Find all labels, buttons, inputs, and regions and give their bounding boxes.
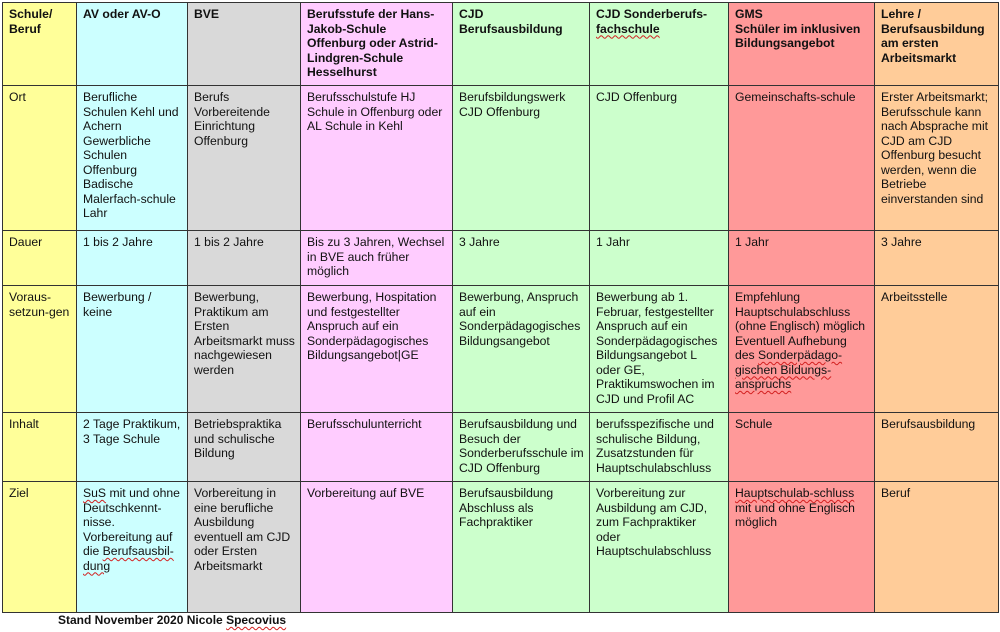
row-voraussetzungen-lehre: Arbeitsstelle (875, 286, 999, 413)
row-ort-bve: Berufs Vorbereitende Einrichtung Offenburg (188, 86, 301, 231)
row-inhalt-lehre: Berufsausbildung (875, 413, 999, 482)
row-ziel-av (77, 482, 188, 613)
row-dauer (3, 231, 999, 286)
row-ort-cjd: Berufsbildungswerk CJD Offenburg (453, 86, 590, 231)
gms-requirement-aufhebung: Eventuell Aufhebung des (735, 333, 847, 362)
row-inhalt-av: 2 Tage Praktikum, 3 Tage Schule (77, 413, 188, 482)
row-dauer-berufsstufe: Bis zu 3 Jahren, Wechsel in BVE auch früher möglich (301, 231, 453, 286)
row-ziel-cjd-sonder: Vorbereitung zur Ausbildung am CJD, zum Fachpraktiker oder Hauptschulabschluss (590, 482, 729, 613)
row-voraussetzungen-cjd: Bewerbung, Anspruch auf ein Sonderpädagogisches Bildungsangebot (453, 286, 590, 413)
row-inhalt-bve: Betriebspraktika und schulische Bildung (188, 413, 301, 482)
row-ort (3, 86, 999, 231)
row-ort-av: Berufliche Schulen Kehl und Achern Gewerbliche Schulen Offenburg Badische Malerfach-schule Lahr (77, 86, 188, 231)
row-ziel-cjd: Berufsausbildung Abschluss als Fachpraktiker (453, 482, 590, 613)
row-voraussetzungen-cjd-sonder: Bewerbung ab 1. Februar, festgestellter Anspruch auf ein Sonderpädagogisches Bildungsangebot L oder GE, Praktikumswochen im CJD und Profil AC (590, 286, 729, 413)
footer-credit-name: Specovius (226, 613, 287, 627)
ziel-gms-text: mit und ohne Englisch möglich (735, 500, 855, 529)
gms-requirement-text: Empfehlung Hauptschulabschluss (ohne Englisch) möglich (735, 290, 866, 333)
header-bve-cell: BVE (188, 3, 301, 86)
row-voraussetzungen-bve: Bewerbung, Praktikum am Ersten Arbeitsmarkt muss nachgewiesen werden (188, 286, 301, 413)
row-dauer-cjd: 3 Jahre (453, 231, 590, 286)
header-berufsstufe-cell: Berufsstufe der Hans-Jakob-Schule Offenburg oder Astrid-Lindgren-Schule Hesselhurst (301, 3, 453, 86)
row-ziel-berufsstufe: Vorbereitung auf BVE (301, 482, 453, 613)
ziel-av-text: mit und ohne Deutschkennt-nisse. Vorbereitung auf die (83, 486, 180, 558)
gms-requirement-spellmarked: Sonderpädago-gischen Bildungs-anspruchs (735, 348, 843, 391)
ziel-av-spellmarked: Berufsausbil-dung (83, 544, 174, 573)
ziel-gms-spellmarked: Hauptschulab-schluss (735, 486, 855, 500)
row-ziel-gms (729, 482, 875, 613)
header-row (3, 3, 999, 86)
footer-credit (58, 613, 286, 627)
row-ort-label: Ort (3, 86, 77, 231)
header-cjd-sonder-cell (590, 3, 729, 86)
header-lehre-cell: Lehre / Berufsausbildung am ersten Arbeitsmarkt (875, 3, 999, 86)
footer-credit-prefix: Stand November 2020 Nicole (58, 613, 223, 627)
row-voraussetzungen (3, 286, 999, 413)
row-dauer-label: Dauer (3, 231, 77, 286)
row-ort-gms: Gemeinschafts-schule (729, 86, 875, 231)
row-dauer-gms: 1 Jahr (729, 231, 875, 286)
header-cjd-cell: CJD Berufsausbildung (453, 3, 590, 86)
row-voraussetzungen-av: Bewerbung / keine (77, 286, 188, 413)
row-inhalt-cjd-sonder: berufsspezifische und schulische Bildung, Zusatzstunden für Hauptschulabschluss (590, 413, 729, 482)
row-ziel-label: Ziel (3, 482, 77, 613)
row-inhalt (3, 413, 999, 482)
row-ziel (3, 482, 999, 613)
header-cjd-sonder-line2: fachschule (596, 21, 660, 36)
row-ort-cjd-sonder: CJD Offenburg (590, 86, 729, 231)
row-inhalt-cjd: Berufsausbildung und Besuch der Sonderberufsschule im CJD Offenburg (453, 413, 590, 482)
row-voraussetzungen-gms (729, 286, 875, 413)
row-ziel-bve: Vorbereitung in eine berufliche Ausbildung eventuell am CJD oder Ersten Arbeitsmarkt (188, 482, 301, 613)
row-ort-lehre: Erster Arbeitsmarkt; Berufsschule kann nach Absprache mit CJD am CJD Offenburg besucht werden, wenn die Betriebe einverstanden sind (875, 86, 999, 231)
row-ziel-lehre: Beruf (875, 482, 999, 613)
header-gms-line1: GMS (735, 7, 763, 21)
row-voraussetzungen-label: Voraus-setzun-gen (3, 286, 77, 413)
header-cjd-sonder-line1: CJD Sonderberufs- (596, 7, 708, 21)
row-inhalt-berufsstufe: Berufsschulunterricht (301, 413, 453, 482)
ziel-av-sus: SuS (83, 486, 107, 500)
row-ort-berufsstufe: Berufsschulstufe HJ Schule in Offenburg oder AL Schule in Kehl (301, 86, 453, 231)
row-dauer-lehre: 3 Jahre (875, 231, 999, 286)
row-dauer-av: 1 bis 2 Jahre (77, 231, 188, 286)
header-gms-cell (729, 3, 875, 86)
row-inhalt-label: Inhalt (3, 413, 77, 482)
row-dauer-bve: 1 bis 2 Jahre (188, 231, 301, 286)
row-voraussetzungen-berufsstufe: Bewerbung, Hospitation und festgestellter Anspruch auf ein Sonderpädagogisches Bildungsangebot|GE (301, 286, 453, 413)
row-inhalt-gms: Schule (729, 413, 875, 482)
school-comparison-table (2, 2, 999, 613)
header-corner-cell: Schule/ Beruf (3, 3, 77, 86)
header-gms-line2: Schüler im inklusiven Bildungsangebot (735, 21, 861, 50)
header-av-cell: AV oder AV-O (77, 3, 188, 86)
row-dauer-cjd-sonder: 1 Jahr (590, 231, 729, 286)
